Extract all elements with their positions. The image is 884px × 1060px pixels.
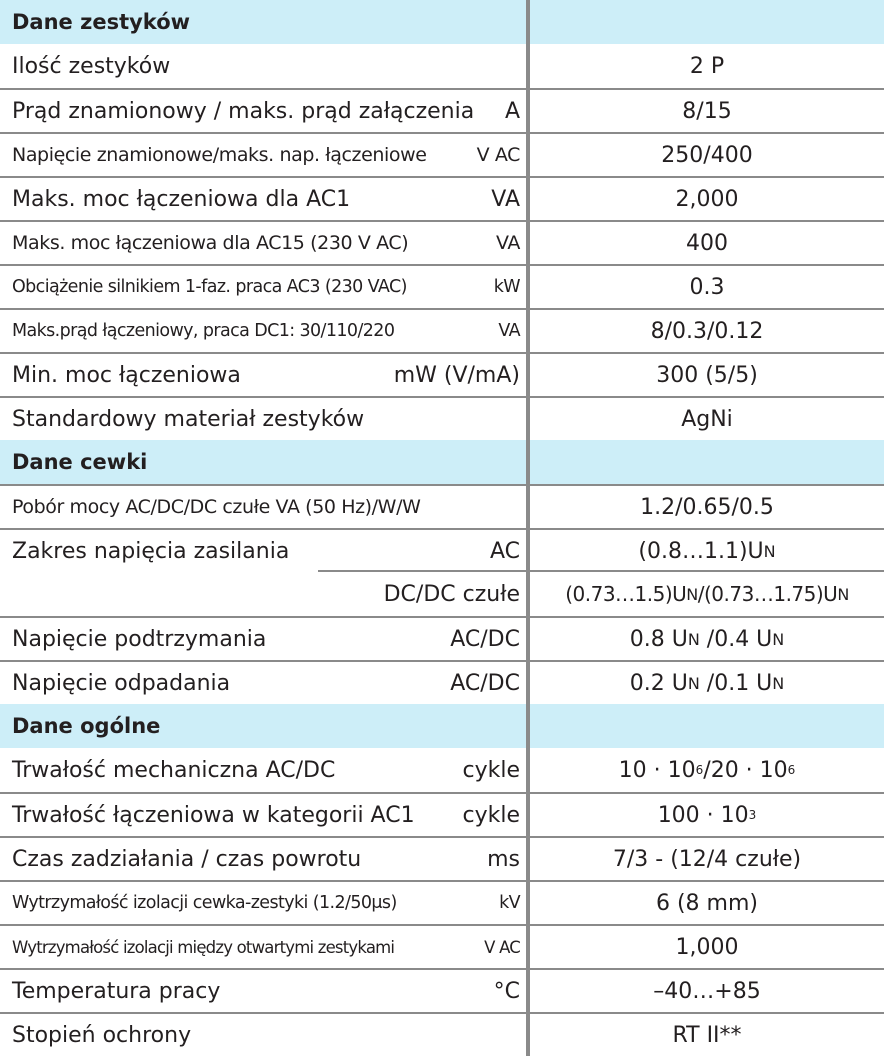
row-label-cell — [0, 398, 526, 440]
row-label-cell — [0, 1014, 526, 1056]
row-unit: AC/DC — [450, 626, 520, 652]
row-label-cell — [0, 926, 526, 968]
table-row — [0, 308, 884, 352]
row-label-cell — [0, 530, 526, 572]
table-row — [0, 176, 884, 220]
row-label: Napięcie znamionowe/maks. nap. łączeniowe — [12, 144, 427, 166]
row-value: 8/15 — [526, 90, 884, 132]
value-text: 100 · 10 — [657, 802, 749, 828]
section-header-value-cell — [526, 704, 884, 748]
value-superscript: 3 — [748, 808, 757, 822]
value-subscript: N — [687, 629, 700, 649]
row-value: 2 P — [526, 44, 884, 88]
value-superscript: 6 — [695, 763, 704, 777]
table-row — [0, 88, 884, 132]
row-unit: cykle — [462, 802, 520, 828]
row-label-cell — [0, 882, 526, 924]
row-label: Min. moc łączeniowa — [12, 362, 241, 388]
row-label: Trwałość łączeniowa w kategorii AC1 — [12, 802, 415, 828]
row-value: 1.2/0.65/0.5 — [526, 486, 884, 528]
section-header-value-cell — [526, 440, 884, 484]
section-title: Dane zestyków — [12, 10, 191, 34]
row-unit: VA — [491, 186, 520, 212]
table-row — [0, 1012, 884, 1056]
value-text: (0.8…1.1)U — [638, 538, 764, 564]
value-text: /0.4 U — [699, 626, 773, 652]
table-row — [0, 660, 884, 704]
table-row — [0, 528, 884, 572]
row-label-cell — [0, 44, 526, 88]
row-unit: °C — [493, 978, 520, 1004]
row-label: Napięcie odpadania — [12, 670, 231, 696]
table-row — [0, 44, 884, 88]
section-header-value-cell — [526, 0, 884, 44]
row-unit: kV — [499, 893, 520, 913]
row-label: Trwałość mechaniczna AC/DC — [12, 757, 336, 783]
row-label-cell — [0, 838, 526, 880]
value-text: 0.8 U — [629, 626, 688, 652]
row-unit: AC — [489, 538, 520, 564]
value-subscript: N — [687, 673, 700, 693]
row-label-cell — [0, 222, 526, 264]
row-label: Stopień ochrony — [12, 1022, 192, 1048]
table-row — [0, 748, 884, 792]
row-value: 7/3 - (12/4 czułe) — [526, 838, 884, 880]
section-title: Dane cewki — [12, 450, 148, 474]
row-value: 1,000 — [526, 926, 884, 968]
row-label-cell — [0, 266, 526, 308]
table-row — [0, 616, 884, 660]
value-text: /0.1 U — [699, 670, 773, 696]
table-row — [0, 484, 884, 528]
row-unit: mW (V/mA) — [393, 362, 520, 388]
value-subscript: N — [772, 673, 785, 693]
row-label: Temperatura pracy — [12, 978, 221, 1004]
row-value: –40…+85 — [526, 970, 884, 1012]
row-unit: DC/DC czułe — [383, 581, 520, 607]
row-unit: V AC — [476, 144, 520, 166]
table-row — [0, 264, 884, 308]
partial-divider — [318, 570, 526, 572]
row-unit: V AC — [484, 937, 520, 957]
row-unit: VA — [496, 232, 520, 254]
section-title: Dane ogólne — [12, 714, 161, 738]
value-superscript: 6 — [787, 763, 796, 777]
value-text: (0.73…1.5)U — [565, 582, 687, 606]
value-subscript: N — [772, 629, 785, 649]
table-row — [0, 220, 884, 264]
row-value: 400 — [526, 222, 884, 264]
row-value — [526, 570, 884, 616]
row-label-cell — [0, 486, 526, 528]
row-value — [526, 662, 884, 704]
row-value — [526, 794, 884, 836]
row-label-cell — [0, 970, 526, 1012]
row-label: Zakres napięcia zasilania — [12, 538, 290, 564]
section-header-coil — [0, 440, 884, 484]
row-label: Wytrzymałość izolacji między otwartymi zestykami — [12, 937, 395, 957]
row-label: Maks.prąd łączeniowy, praca DC1: 30/110/220 — [12, 321, 395, 341]
row-value: 300 (5/5) — [526, 354, 884, 396]
row-label: Obciążenie silnikiem 1-faz. praca AC3 (230 VAC) — [12, 277, 407, 297]
row-value: 8/0.3/0.12 — [526, 310, 884, 352]
table-row — [0, 572, 884, 616]
row-label: Maks. moc łączeniowa dla AC1 — [12, 186, 351, 212]
table-row — [0, 396, 884, 440]
row-unit: A — [504, 98, 520, 124]
row-label-cell — [0, 90, 526, 132]
value-subscript: N — [686, 584, 698, 604]
row-value — [526, 748, 884, 792]
value-text: 0.2 U — [629, 670, 688, 696]
row-label-cell — [0, 178, 526, 220]
row-unit: cykle — [462, 757, 520, 783]
row-label: Ilość zestyków — [12, 53, 171, 79]
value-text: /20 · 10 — [703, 757, 788, 783]
row-label: Czas zadziałania / czas powrotu — [12, 846, 362, 872]
row-value: 6 (8 mm) — [526, 882, 884, 924]
row-label-cell — [0, 310, 526, 352]
row-label-cell — [0, 618, 526, 660]
table-row — [0, 836, 884, 880]
row-label: Wytrzymałość izolacji cewka-zestyki (1.2/50μs) — [12, 893, 397, 913]
row-label-cell — [0, 748, 526, 792]
row-unit: AC/DC — [450, 670, 520, 696]
row-label: Pobór mocy AC/DC/DC czułe VA (50 Hz)/W/W — [12, 496, 421, 518]
row-label: Standardowy materiał zestyków — [12, 406, 365, 432]
row-value: 250/400 — [526, 134, 884, 176]
row-value — [526, 618, 884, 660]
row-value — [526, 530, 884, 572]
row-label: Maks. moc łączeniowa dla AC15 (230 V AC) — [12, 232, 409, 254]
row-label: Napięcie podtrzymania — [12, 626, 267, 652]
table-row — [0, 132, 884, 176]
row-label-cell — [0, 134, 526, 176]
row-unit: kW — [493, 277, 520, 297]
row-value: 0.3 — [526, 266, 884, 308]
table-row — [0, 880, 884, 924]
row-label-cell — [0, 354, 526, 396]
section-header-general — [0, 704, 884, 748]
row-value: AgNi — [526, 398, 884, 440]
row-value: RT II** — [526, 1014, 884, 1056]
section-header-contacts — [0, 0, 884, 44]
value-subscript: N — [837, 584, 849, 604]
value-subscript: N — [763, 541, 776, 561]
row-unit: VA — [498, 321, 520, 341]
row-label-cell — [0, 794, 526, 836]
table-row — [0, 792, 884, 836]
row-label-cell — [0, 662, 526, 704]
row-value: 2,000 — [526, 178, 884, 220]
table-row — [0, 924, 884, 968]
table-row — [0, 968, 884, 1012]
value-text: 10 · 10 — [618, 757, 696, 783]
value-text: /(0.73…1.75)U — [697, 582, 838, 606]
row-label-cell — [0, 572, 526, 616]
row-label: Prąd znamionowy / maks. prąd załączenia — [12, 98, 475, 124]
row-unit: ms — [487, 846, 520, 872]
table-row — [0, 352, 884, 396]
